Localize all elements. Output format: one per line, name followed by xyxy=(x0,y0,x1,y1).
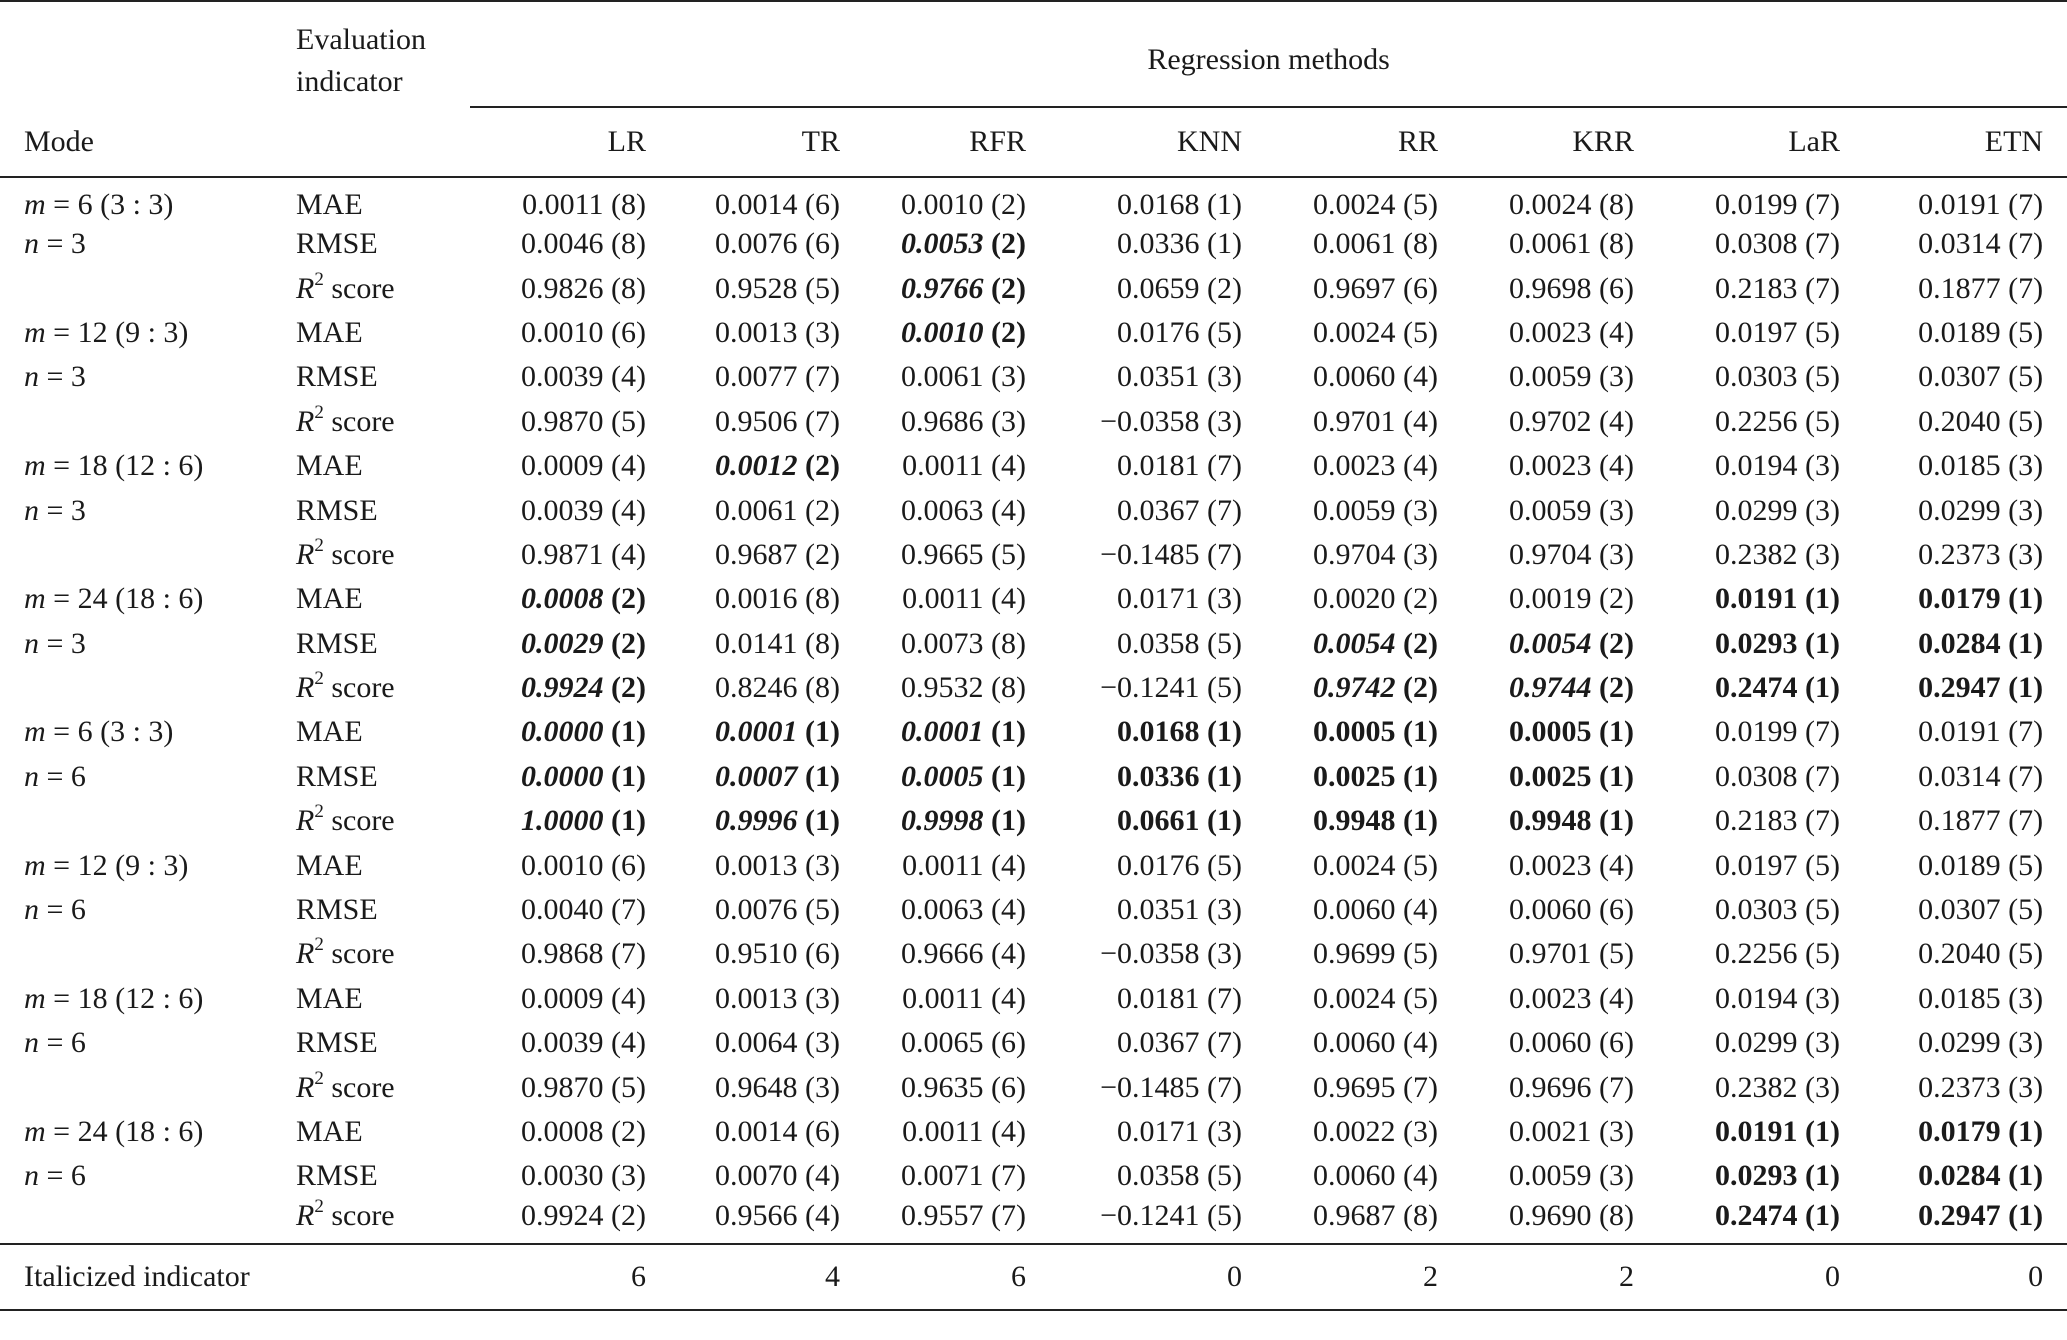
value-cell: 0.0024 (5) xyxy=(1264,177,1460,222)
table-row xyxy=(0,843,2067,887)
value-cell: 0.9687 (8) xyxy=(1313,1198,1438,1232)
value-cell: 0.9868 (7) xyxy=(521,937,646,971)
value-cell: 0.0061 (8) xyxy=(1509,227,1634,261)
indicator-cell: RMSE xyxy=(296,493,378,527)
indicator-cell: $R^2$ score xyxy=(296,401,395,438)
indicator-cell: MAE xyxy=(296,848,363,882)
indicator-cell: RMSE xyxy=(296,759,378,793)
regression-methods-header: Regression methods xyxy=(470,1,2067,107)
value-cell: 0.0039 (4) xyxy=(521,493,646,527)
value-cell: 0.9870 (5) xyxy=(521,404,646,438)
value-cell: 0.9924 (2) xyxy=(521,1198,646,1232)
table-row xyxy=(0,311,2067,355)
mode-cell: n = 3 xyxy=(24,227,86,261)
summary-value: 6 xyxy=(470,1244,668,1310)
value-cell: 0.0010 (6) xyxy=(521,315,646,349)
mode-cell: m = 24 (18 : 6) xyxy=(24,1115,204,1148)
value-cell: 0.0189 (5) xyxy=(1918,315,2044,349)
value-cell: 0.0059 (3) xyxy=(1509,360,1634,394)
value-cell: 0.9996 (1) xyxy=(715,804,840,838)
value-cell: 0.2040 (5) xyxy=(1918,404,2044,438)
indicator-cell: MAE xyxy=(296,449,363,483)
value-cell: 0.0351 (3) xyxy=(1117,360,1242,394)
value-cell: 0.9704 (3) xyxy=(1509,537,1634,571)
value-cell: 1.0000 (1) xyxy=(521,804,646,838)
value-cell: 0.0185 (3) xyxy=(1918,449,2044,483)
value-cell: 0.0039 (4) xyxy=(521,1026,646,1060)
summary-row xyxy=(0,1244,2067,1310)
value-cell: 0.0076 (5) xyxy=(715,893,840,927)
value-cell: 0.0007 (1) xyxy=(715,759,840,793)
mode-cell: m = 6 (3 : 3) xyxy=(0,177,292,222)
value-cell: 0.0025 (1) xyxy=(1509,759,1634,793)
value-cell: 0.0023 (4) xyxy=(1509,449,1634,483)
value-cell: 0.2256 (5) xyxy=(1715,937,1840,971)
table-row xyxy=(0,533,2067,577)
indicator-cell: $R^2$ score xyxy=(296,934,395,971)
value-cell: 0.9948 (1) xyxy=(1313,804,1438,838)
value-cell: 0.0168 (1) xyxy=(1117,715,1242,749)
value-cell: 0.0179 (1) xyxy=(1918,1115,2044,1148)
value-cell: 0.0061 (3) xyxy=(901,360,1026,394)
value-cell: 0.0070 (4) xyxy=(715,1159,840,1193)
summary-value: 4 xyxy=(668,1244,862,1310)
value-cell: 0.2040 (5) xyxy=(1918,937,2044,971)
value-cell: 0.2183 (7) xyxy=(1715,271,1840,305)
value-cell: 0.0314 (7) xyxy=(1918,227,2044,261)
value-cell: 0.0299 (3) xyxy=(1715,493,1840,527)
value-cell: 0.9701 (5) xyxy=(1509,937,1634,971)
value-cell: 0.0307 (5) xyxy=(1918,893,2044,927)
value-cell: 0.8246 (8) xyxy=(715,671,840,705)
table-row xyxy=(0,977,2067,1021)
table-row xyxy=(0,888,2067,932)
value-cell: 0.9686 (3) xyxy=(901,404,1026,438)
mode-cell: m = 12 (9 : 3) xyxy=(24,848,189,882)
value-cell: −0.1485 (7) xyxy=(1100,1070,1242,1104)
value-cell: 0.0024 (5) xyxy=(1313,315,1438,349)
value-cell: 0.0197 (5) xyxy=(1715,315,1840,349)
value-cell: 0.2947 (1) xyxy=(1918,1198,2044,1232)
value-cell: 0.0022 (3) xyxy=(1313,1115,1438,1148)
method-header: LaR xyxy=(1788,125,1840,158)
value-cell: 0.9696 (7) xyxy=(1509,1070,1634,1104)
method-header: LR xyxy=(607,125,646,158)
value-cell: 0.0284 (1) xyxy=(1918,1159,2044,1193)
indicator-cell: $R^2$ score xyxy=(296,801,395,838)
value-cell: 0.0013 (3) xyxy=(715,315,840,349)
value-cell: 0.0039 (4) xyxy=(521,360,646,394)
value-cell: 0.0076 (6) xyxy=(715,227,840,261)
table-row xyxy=(0,1110,2067,1154)
table-row xyxy=(0,577,2067,621)
value-cell: 0.9871 (4) xyxy=(521,537,646,571)
value-cell: 0.9566 (4) xyxy=(715,1198,840,1232)
mode-header: Mode xyxy=(24,124,94,158)
table-row xyxy=(0,710,2067,754)
value-cell: 0.0054 (2) xyxy=(1509,626,1634,660)
value-cell: 0.9702 (4) xyxy=(1509,404,1634,438)
mode-cell: n = 3 xyxy=(24,493,86,527)
value-cell: 0.0661 (1) xyxy=(1117,804,1242,838)
table-row xyxy=(0,266,2067,310)
value-cell: 0.0059 (3) xyxy=(1509,493,1634,527)
mode-cell: n = 6 xyxy=(24,1026,86,1060)
value-cell: 0.9826 (8) xyxy=(521,271,646,305)
value-cell: 0.0005 (1) xyxy=(1313,715,1438,749)
value-cell: 0.0299 (3) xyxy=(1918,493,2044,527)
value-cell: 0.9701 (4) xyxy=(1313,404,1438,438)
value-cell: 0.2183 (7) xyxy=(1715,804,1840,838)
value-cell: 0.0009 (4) xyxy=(521,449,646,483)
value-cell: 0.2256 (5) xyxy=(1715,404,1840,438)
value-cell: 0.0019 (2) xyxy=(1509,582,1634,616)
value-cell: 0.0011 (4) xyxy=(902,449,1026,483)
value-cell: −0.0358 (3) xyxy=(1100,937,1242,971)
mode-cell: m = 6 (3 : 3) xyxy=(24,715,174,749)
value-cell: 0.9666 (4) xyxy=(901,937,1026,971)
value-cell: 0.0005 (1) xyxy=(901,759,1026,793)
value-cell: 0.0336 (1) xyxy=(1117,227,1242,261)
value-cell: 0.9528 (5) xyxy=(715,271,840,305)
value-cell: 0.0023 (4) xyxy=(1509,848,1634,882)
value-cell: 0.0040 (7) xyxy=(521,893,646,927)
method-header: RR xyxy=(1397,125,1438,158)
value-cell: 0.0171 (3) xyxy=(1117,582,1242,616)
value-cell: 0.0189 (5) xyxy=(1918,848,2044,882)
value-cell: 0.0358 (5) xyxy=(1117,1159,1242,1193)
summary-value: 0 xyxy=(1656,1244,1862,1310)
indicator-cell: $R^2$ score xyxy=(296,1195,395,1232)
value-cell: 0.2382 (3) xyxy=(1715,537,1840,571)
value-cell: 0.0046 (8) xyxy=(521,227,646,261)
indicator-cell: $R^2$ score xyxy=(296,534,395,571)
value-cell: 0.0060 (4) xyxy=(1313,893,1438,927)
indicator-cell: MAE xyxy=(292,177,470,222)
method-header: KRR xyxy=(1572,125,1634,158)
summary-value: 0 xyxy=(1862,1244,2067,1310)
value-cell: 0.0023 (4) xyxy=(1313,449,1438,483)
value-cell: 0.0659 (2) xyxy=(1117,271,1242,305)
value-cell: 0.0008 (2) xyxy=(521,582,646,616)
value-cell: 0.9557 (7) xyxy=(901,1198,1026,1232)
indicator-cell: MAE xyxy=(296,315,363,349)
evaluation-indicator-header: Evaluation indicator xyxy=(292,1,470,107)
value-cell: 0.9532 (8) xyxy=(901,671,1026,705)
value-cell: 0.0197 (5) xyxy=(1715,848,1840,882)
value-cell: 0.0021 (3) xyxy=(1509,1115,1634,1148)
table-row xyxy=(0,1021,2067,1065)
value-cell: 0.9766 (2) xyxy=(901,271,1026,305)
indicator-cell: MAE xyxy=(296,981,363,1015)
indicator-cell: $R^2$ score xyxy=(296,268,395,305)
value-cell: 0.0299 (3) xyxy=(1715,1026,1840,1060)
indicator-cell: RMSE xyxy=(296,360,378,394)
value-cell: 0.0073 (8) xyxy=(901,626,1026,660)
value-cell: 0.9510 (6) xyxy=(715,937,840,971)
value-cell: 0.9704 (3) xyxy=(1313,537,1438,571)
mode-cell xyxy=(0,1065,292,1109)
value-cell: 0.0314 (7) xyxy=(1918,759,2044,793)
value-cell: −0.1241 (5) xyxy=(1100,671,1242,705)
summary-label: Italicized indicator xyxy=(0,1244,470,1310)
mode-cell xyxy=(0,400,292,444)
table-row xyxy=(0,622,2067,666)
value-cell: 0.0303 (5) xyxy=(1715,360,1840,394)
value-cell: 0.0064 (3) xyxy=(715,1026,840,1060)
table-row xyxy=(0,932,2067,976)
value-cell: 0.0293 (1) xyxy=(1715,626,1840,660)
value-cell: 0.0060 (4) xyxy=(1313,1026,1438,1060)
value-cell: 0.0020 (2) xyxy=(1313,582,1438,616)
indicator-cell: RMSE xyxy=(296,893,378,927)
value-cell: 0.0284 (1) xyxy=(1918,626,2044,660)
value-cell: 0.0009 (4) xyxy=(521,981,646,1015)
value-cell: 0.0012 (2) xyxy=(715,449,840,483)
value-cell: 0.0010 (2) xyxy=(901,315,1026,349)
value-cell: 0.0181 (7) xyxy=(1117,981,1242,1015)
value-cell: 0.2373 (3) xyxy=(1918,1070,2044,1104)
value-cell: 0.0000 (1) xyxy=(521,759,646,793)
value-cell: 0.0060 (4) xyxy=(1313,360,1438,394)
value-cell: 0.0054 (2) xyxy=(1313,626,1438,660)
value-cell: 0.2382 (3) xyxy=(1715,1070,1840,1104)
method-header: KNN xyxy=(1177,125,1242,158)
value-cell: −0.1241 (5) xyxy=(1100,1198,1242,1232)
value-cell: 0.9924 (2) xyxy=(521,671,646,705)
mode-cell xyxy=(0,666,292,710)
value-cell: 0.0303 (5) xyxy=(1715,893,1840,927)
value-cell: 0.0016 (8) xyxy=(715,582,840,616)
method-header: RFR xyxy=(969,125,1026,158)
value-cell: 0.0299 (3) xyxy=(1918,1026,2044,1060)
mode-cell: n = 6 xyxy=(24,893,86,927)
value-cell: 0.0029 (2) xyxy=(521,626,646,660)
mode-cell: m = 18 (12 : 6) xyxy=(24,981,204,1015)
indicator-cell: RMSE xyxy=(296,1159,378,1193)
indicator-cell: MAE xyxy=(296,1115,363,1148)
value-cell: 0.0023 (4) xyxy=(1509,315,1634,349)
value-cell: 0.0001 (1) xyxy=(715,715,840,749)
value-cell: 0.0005 (1) xyxy=(1509,715,1634,749)
value-cell: 0.0059 (3) xyxy=(1509,1159,1634,1193)
indicator-cell: $R^2$ score xyxy=(296,1067,395,1104)
value-cell: 0.0024 (5) xyxy=(1313,848,1438,882)
mode-cell: m = 24 (18 : 6) xyxy=(24,582,204,616)
value-cell: 0.0191 (7) xyxy=(1918,715,2044,749)
value-cell: 0.0011 (8) xyxy=(470,177,668,222)
table-row xyxy=(0,666,2067,710)
value-cell: 0.0194 (3) xyxy=(1715,981,1840,1015)
value-cell: 0.0014 (6) xyxy=(668,177,862,222)
value-cell: 0.0011 (4) xyxy=(902,1115,1026,1148)
value-cell: 0.0336 (1) xyxy=(1117,759,1242,793)
value-cell: 0.9635 (6) xyxy=(901,1070,1026,1104)
mode-cell xyxy=(0,1199,292,1244)
value-cell: 0.0168 (1) xyxy=(1048,177,1264,222)
value-cell: 0.0061 (2) xyxy=(715,493,840,527)
value-cell: 0.0030 (3) xyxy=(521,1159,646,1193)
value-cell: 0.0061 (8) xyxy=(1313,227,1438,261)
value-cell: 0.0013 (3) xyxy=(715,981,840,1015)
table-row xyxy=(0,1199,2067,1244)
table-row xyxy=(0,488,2067,532)
value-cell: 0.2373 (3) xyxy=(1918,537,2044,571)
value-cell: 0.1877 (7) xyxy=(1918,271,2044,305)
table-row xyxy=(0,400,2067,444)
value-cell: 0.0010 (6) xyxy=(521,848,646,882)
table-row xyxy=(0,755,2067,799)
summary-value: 2 xyxy=(1460,1244,1656,1310)
value-cell: 0.0199 (7) xyxy=(1715,715,1840,749)
value-cell: 0.0179 (1) xyxy=(1918,582,2044,616)
value-cell: 0.0194 (3) xyxy=(1715,449,1840,483)
value-cell: 0.0307 (5) xyxy=(1918,360,2044,394)
value-cell: 0.9744 (2) xyxy=(1509,671,1634,705)
value-cell: 0.0025 (1) xyxy=(1313,759,1438,793)
value-cell: 0.0358 (5) xyxy=(1117,626,1242,660)
value-cell: 0.9506 (7) xyxy=(715,404,840,438)
value-cell: 0.0065 (6) xyxy=(901,1026,1026,1060)
value-cell: 0.0176 (5) xyxy=(1117,848,1242,882)
header-row-methods xyxy=(0,107,2067,177)
value-cell: 0.0176 (5) xyxy=(1117,315,1242,349)
indicator-cell: $R^2$ score xyxy=(296,668,395,705)
mode-cell: m = 18 (12 : 6) xyxy=(24,449,204,483)
value-cell: 0.0367 (7) xyxy=(1117,1026,1242,1060)
value-cell: 0.2474 (1) xyxy=(1715,671,1840,705)
mode-cell xyxy=(0,799,292,843)
method-header: TR xyxy=(801,125,840,158)
value-cell: 0.1877 (7) xyxy=(1918,804,2044,838)
table-row xyxy=(0,177,2067,222)
value-cell: 0.9948 (1) xyxy=(1509,804,1634,838)
indicator-cell: RMSE xyxy=(296,626,378,660)
value-cell: 0.0011 (4) xyxy=(902,981,1026,1015)
mode-cell: m = 12 (9 : 3) xyxy=(24,315,189,349)
value-cell: 0.0199 (7) xyxy=(1656,177,1862,222)
mode-cell: n = 3 xyxy=(24,626,86,660)
table-body xyxy=(0,177,2067,1244)
value-cell: 0.0008 (2) xyxy=(521,1115,646,1148)
table-row xyxy=(0,1065,2067,1109)
value-cell: 0.9697 (6) xyxy=(1313,271,1438,305)
value-cell: 0.0191 (1) xyxy=(1715,1115,1840,1148)
value-cell: 0.9698 (6) xyxy=(1509,271,1634,305)
value-cell: 0.0185 (3) xyxy=(1918,981,2044,1015)
mode-cell: n = 6 xyxy=(24,1159,86,1193)
value-cell: 0.0308 (7) xyxy=(1715,759,1840,793)
value-cell: 0.0063 (4) xyxy=(901,493,1026,527)
value-cell: −0.1485 (7) xyxy=(1100,537,1242,571)
summary-value: 6 xyxy=(862,1244,1048,1310)
value-cell: 0.0060 (4) xyxy=(1313,1159,1438,1193)
value-cell: 0.0308 (7) xyxy=(1715,227,1840,261)
value-cell: 0.0059 (3) xyxy=(1313,493,1438,527)
value-cell: 0.9690 (8) xyxy=(1509,1198,1634,1232)
summary-value: 2 xyxy=(1264,1244,1460,1310)
table-row xyxy=(0,222,2067,266)
value-cell: 0.0024 (8) xyxy=(1460,177,1656,222)
indicator-cell: MAE xyxy=(296,582,363,616)
value-cell: 0.0063 (4) xyxy=(901,893,1026,927)
indicator-cell: RMSE xyxy=(296,227,378,261)
value-cell: 0.2947 (1) xyxy=(1918,671,2044,705)
value-cell: 0.9695 (7) xyxy=(1313,1070,1438,1104)
value-cell: 0.0060 (6) xyxy=(1509,1026,1634,1060)
table-row xyxy=(0,799,2067,843)
mode-cell xyxy=(0,932,292,976)
value-cell: 0.9998 (1) xyxy=(901,804,1026,838)
mode-cell: n = 6 xyxy=(24,759,86,793)
table-row xyxy=(0,355,2067,399)
value-cell: 0.0191 (1) xyxy=(1715,582,1840,616)
method-header: ETN xyxy=(1984,125,2044,158)
value-cell: 0.0367 (7) xyxy=(1117,493,1242,527)
mode-cell: n = 3 xyxy=(24,360,86,394)
value-cell: 0.0351 (3) xyxy=(1117,893,1242,927)
value-cell: 0.0013 (3) xyxy=(715,848,840,882)
value-cell: 0.9665 (5) xyxy=(901,537,1026,571)
mode-cell xyxy=(0,533,292,577)
value-cell: 0.0011 (4) xyxy=(902,582,1026,616)
value-cell: 0.0077 (7) xyxy=(715,360,840,394)
value-cell: 0.0060 (6) xyxy=(1509,893,1634,927)
value-cell: 0.0000 (1) xyxy=(521,715,646,749)
value-cell: 0.0181 (7) xyxy=(1117,449,1242,483)
value-cell: 0.0001 (1) xyxy=(901,715,1026,749)
value-cell: 0.0024 (5) xyxy=(1313,981,1438,1015)
value-cell: 0.9742 (2) xyxy=(1313,671,1438,705)
value-cell: 0.9648 (3) xyxy=(715,1070,840,1104)
value-cell: 0.0293 (1) xyxy=(1715,1159,1840,1193)
header-row-top xyxy=(0,1,2067,107)
value-cell: 0.0191 (7) xyxy=(1862,177,2067,222)
value-cell: 0.2474 (1) xyxy=(1715,1198,1840,1232)
table-row xyxy=(0,1154,2067,1198)
value-cell: 0.0010 (2) xyxy=(862,177,1048,222)
indicator-cell: RMSE xyxy=(296,1026,378,1060)
value-cell: 0.9870 (5) xyxy=(521,1070,646,1104)
value-cell: 0.9699 (5) xyxy=(1313,937,1438,971)
value-cell: 0.0023 (4) xyxy=(1509,981,1634,1015)
indicator-cell: MAE xyxy=(296,715,363,749)
value-cell: 0.0171 (3) xyxy=(1117,1115,1242,1148)
summary-value: 0 xyxy=(1048,1244,1264,1310)
value-cell: −0.0358 (3) xyxy=(1100,404,1242,438)
mode-cell xyxy=(0,266,292,310)
value-cell: 0.0053 (2) xyxy=(901,227,1026,261)
value-cell: 0.0141 (8) xyxy=(715,626,840,660)
value-cell: 0.0071 (7) xyxy=(901,1159,1026,1193)
value-cell: 0.9687 (2) xyxy=(715,537,840,571)
table-row xyxy=(0,444,2067,488)
value-cell: 0.0014 (6) xyxy=(715,1115,840,1148)
value-cell: 0.0011 (4) xyxy=(902,848,1026,882)
